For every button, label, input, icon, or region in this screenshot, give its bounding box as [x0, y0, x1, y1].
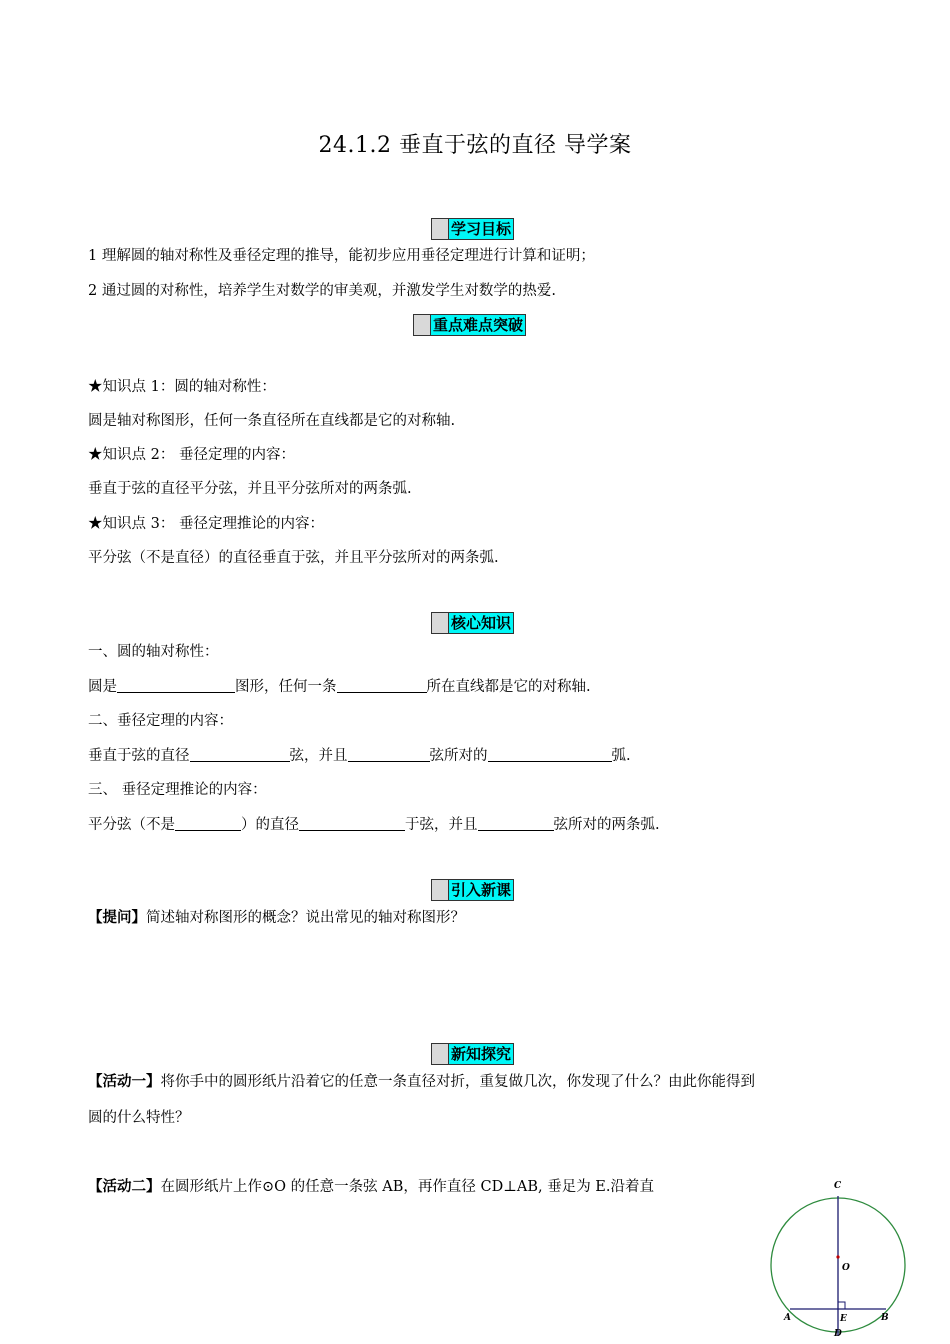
activity-1-cont: 圆的什么特性？: [88, 1110, 190, 1126]
section-header-explore: [431, 1043, 514, 1065]
label-a: A: [784, 1313, 791, 1323]
section-label: 引入新课: [451, 881, 512, 899]
blank-field[interactable]: [348, 746, 430, 762]
core-h2: 二、垂径定理的内容：: [88, 713, 233, 729]
blank-field[interactable]: [190, 746, 290, 762]
section-header-intro: [431, 879, 514, 901]
label-c: C: [834, 1181, 842, 1191]
center-point: [836, 1255, 839, 1258]
core-h3: 三、 垂径定理推论的内容：: [88, 782, 267, 798]
label-d: D: [834, 1329, 842, 1339]
intro-question: 【提问】简述轴对称图形的概念？说出常见的轴对称图形？: [88, 909, 465, 926]
section-header-core: [431, 612, 514, 634]
kp3-title: ★知识点 3： 垂径定理推论的内容：: [88, 516, 324, 532]
section-header-keypoints: [413, 314, 526, 336]
blank-field[interactable]: [478, 815, 554, 831]
kp2-text: 垂直于弦的直径平分弦，并且平分弦所对的两条弧.: [88, 481, 412, 497]
kp2-title: ★知识点 2： 垂径定理的内容：: [88, 447, 295, 463]
blank-field[interactable]: [488, 746, 612, 762]
page-title: 24.1.2 垂直于弦的直径 导学案: [318, 133, 632, 158]
section-label: 重点难点突破: [433, 316, 524, 334]
section-label: 学习目标: [451, 220, 512, 238]
section-label: 核心知识: [451, 614, 512, 632]
kp3-text: 平分弦（不是直径）的直径垂直于弦，并且平分弦所对的两条弧.: [88, 550, 499, 566]
core-line-1: 圆是 图形，任何一条 所在直线都是它的对称轴.: [88, 679, 591, 695]
activity-1: 【活动一】将你手中的圆形纸片沿着它的任意一条直径对折，重复做几次，你发现了什么？由此你能得到: [88, 1073, 755, 1090]
activity-2: 【活动二】在圆形纸片上作⊙O 的任意一条弦 AB，再作直径 CD⊥AB, 垂足为 E.沿着直: [88, 1178, 654, 1195]
goal-1: 1 理解圆的轴对称性及垂径定理的推导，能初步应用垂径定理进行计算和证明；: [88, 248, 595, 264]
kp1-text: 圆是轴对称图形，任何一条直径所在直线都是它的对称轴.: [88, 413, 456, 429]
blank-field[interactable]: [117, 677, 235, 693]
blank-field[interactable]: [175, 815, 241, 831]
core-line-2: 垂直于弦的直径 弦，并且 弦所对的 弧.: [88, 748, 631, 764]
blank-field[interactable]: [337, 677, 427, 693]
core-h1: 一、圆的轴对称性：: [88, 644, 219, 660]
core-line-3: 平分弦（不是 ）的直径 于弦，并且 弦所对的两条弧.: [88, 817, 660, 833]
label-o: O: [842, 1263, 850, 1273]
right-angle-mark: [838, 1302, 845, 1309]
circle-diagram: [760, 1176, 920, 1344]
goal-2: 2 通过圆的对称性，培养学生对数学的审美观，并激发学生对数学的热爱.: [88, 283, 556, 299]
label-b: B: [881, 1313, 889, 1323]
label-e: E: [840, 1314, 847, 1324]
section-header-goals: [431, 218, 514, 240]
blank-field[interactable]: [299, 815, 405, 831]
kp1-title: ★知识点 1：圆的轴对称性：: [88, 379, 276, 395]
section-label: 新知探究: [451, 1045, 512, 1063]
